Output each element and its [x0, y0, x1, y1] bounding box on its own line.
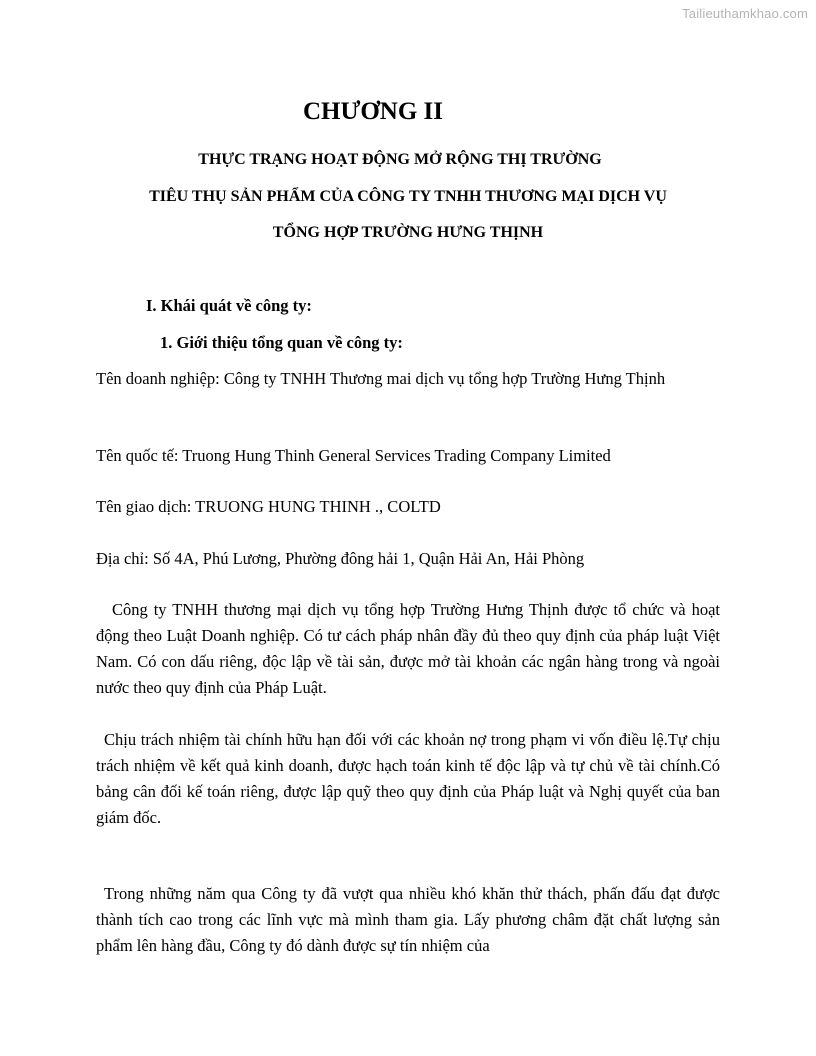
body-paragraph-legal-status: Công ty TNHH thương mại dịch vụ tổng hợp Trường Hưng Thịnh được tổ chức và hoạt động theo Luật Doanh nghiệp. Có tư cách pháp nhân đầy đủ theo quy định của pháp luật Việt Nam. Có con dấu riêng, độc lập về tài sản, được mở tài khoản các ngân hàng trong và ngoài nước theo quy định của Pháp Luật.: [96, 600, 720, 697]
subsection-heading: 1. Giới thiệu tổng quan về công ty:: [160, 333, 403, 352]
company-name: Tên doanh nghiệp: Công ty TNHH Thương mai dịch vụ tổng hợp Trường Hưng Thịnh: [96, 369, 666, 388]
company-address: Địa chỉ: Số 4A, Phú Lương, Phường đông hải 1, Quận Hải An, Hải Phòng: [96, 549, 585, 568]
chapter-subtitle-line-3: TỔNG HỢP TRƯỜNG HƯNG THỊNH: [272, 224, 544, 241]
chapter-subtitle-line-2: TIÊU THỤ SẢN PHẨM CỦA CÔNG TY TNHH THƯƠNG MẠI DỊCH VỤ: [149, 188, 667, 205]
chapter-subtitle-line-1: THỰC TRẠNG HOẠT ĐỘNG MỞ RỘNG THỊ TRƯỜNG: [198, 151, 602, 168]
body-paragraph-achievements: Trong những năm qua Công ty đã vượt qua nhiều khó khăn thử thách, phấn đấu đạt được thành tích cao trong các lĩnh vực mà mình tham gia. Lấy phương châm đặt chất lượng sản phẩm lên hàng đầu, Công ty đó dành được sự tín nhiệm của: [96, 884, 720, 955]
chapter-title: CHƯƠNG II: [302, 98, 444, 125]
company-international-name: Tên quốc tế: Truong Hung Thinh General Services Trading Company Limited: [96, 446, 611, 465]
watermark-text: Tailieuthamkhao.com: [682, 6, 808, 21]
company-trade-name: Tên giao dịch: TRUONG HUNG THINH ., COLTD: [96, 497, 441, 516]
section-heading: I. Khái quát về công ty:: [146, 296, 312, 315]
body-paragraph-financial-responsibility: Chịu trách nhiệm tài chính hữu hạn đối với các khoản nợ trong phạm vi vốn điều lệ.Tự chịu trách nhiệm về kết quả kinh doanh, được hạch toán kinh tế độc lập và tự chủ về tài chính.Có bảng cân đối kế toán riêng, được lập quỹ theo quy định của Pháp luật và Nghị quyết của ban giám đốc.: [96, 730, 720, 827]
